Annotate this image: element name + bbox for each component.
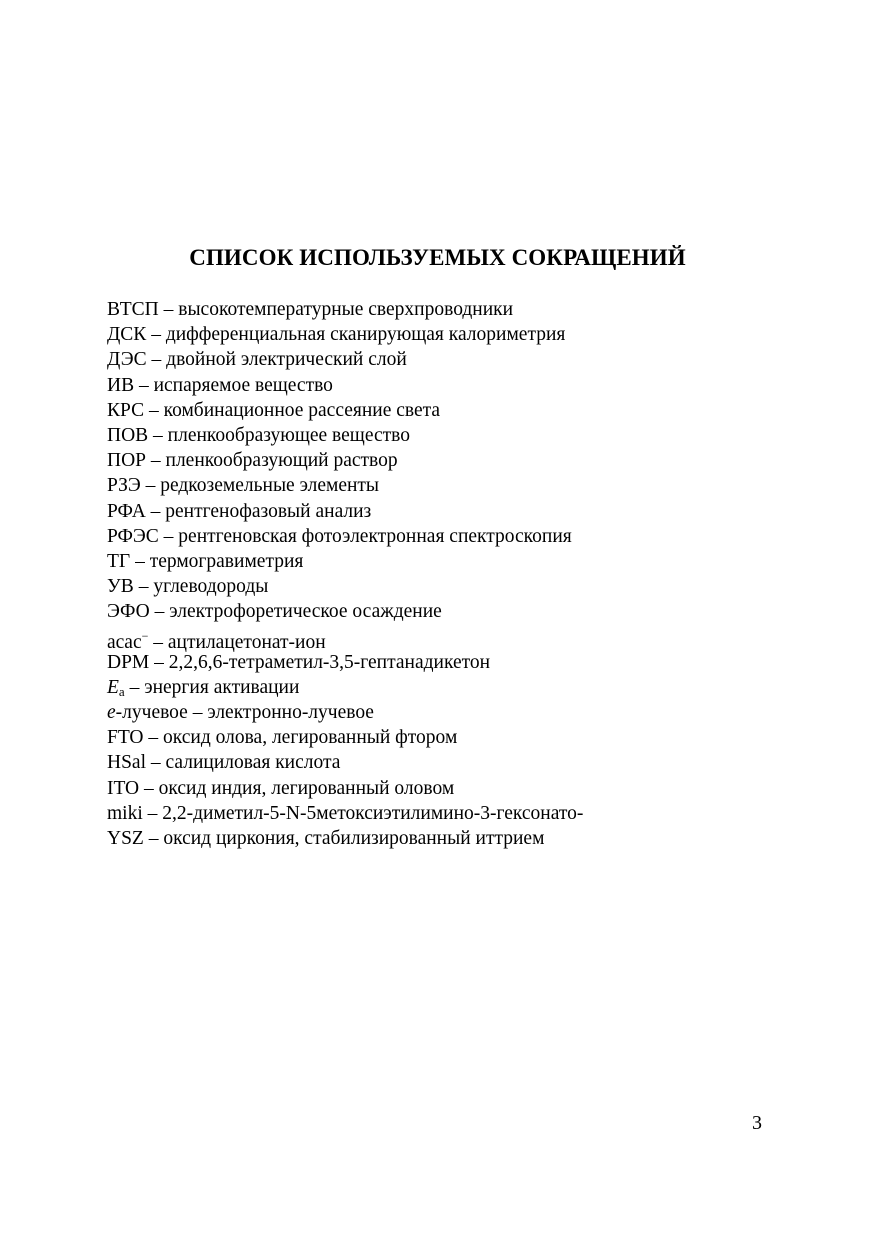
dash: –	[124, 676, 145, 698]
abbreviation-term: ДСК	[107, 324, 147, 346]
list-item	[107, 398, 807, 423]
dash: –	[158, 525, 179, 547]
dash: –	[158, 299, 179, 320]
abbreviation-definition: электронно-лучевое	[207, 702, 374, 723]
abbreviation-definition: оксид олова, легированный фтором	[163, 727, 458, 749]
list-item	[107, 549, 807, 574]
list-item	[107, 750, 807, 775]
term-rest: -лучевое	[115, 702, 188, 723]
abbreviation-term: РЗЭ	[107, 475, 141, 497]
list-item	[107, 297, 807, 322]
list-item	[107, 473, 807, 498]
abbreviation-term: ПОР	[107, 450, 147, 472]
abbreviation-definition: испаряемое вещество	[153, 374, 333, 396]
abbreviation-definition: высокотемпературные сверхпроводники	[178, 299, 514, 320]
abbreviation-definition: 2,2-диметил-5-N-5метоксиэтилимино-3-гексонато-	[162, 802, 584, 824]
list-item	[107, 624, 807, 654]
list-item	[107, 700, 807, 725]
abbreviation-term: HSal	[107, 752, 146, 774]
dash: –	[139, 777, 159, 799]
dash: –	[149, 601, 170, 623]
abbreviation-definition: комбинационное рассеяние света	[163, 399, 441, 421]
abbreviation-definition: оксид индия, легированный оловом	[158, 777, 455, 799]
dash: –	[143, 827, 164, 849]
abbreviation-definition: оксид циркония, стабилизированный иттрием	[163, 827, 545, 849]
list-item	[107, 574, 807, 599]
list-item	[107, 826, 807, 851]
dash: –	[145, 500, 166, 522]
list-item	[107, 499, 807, 524]
term-subscript: a	[118, 683, 125, 699]
abbreviation-definition: редкоземельные элементы	[160, 475, 380, 497]
abbreviation-term: ITO	[107, 777, 140, 799]
abbreviation-definition: салициловая кислота	[165, 752, 341, 774]
abbreviation-definition: пленкообразующий раствор	[165, 450, 398, 472]
abbreviation-term: ВТСП	[107, 299, 159, 320]
abbreviation-term: DPM	[107, 651, 150, 673]
abbreviation-definition: углеводороды	[153, 576, 269, 598]
dash: –	[143, 727, 163, 749]
term-superscript: −	[141, 629, 149, 644]
list-item	[107, 448, 807, 473]
dash: –	[146, 324, 166, 346]
dash: –	[144, 399, 164, 421]
dash: –	[146, 752, 166, 774]
dash: –	[148, 632, 168, 654]
abbreviation-term: ПОВ	[107, 424, 149, 446]
dash: –	[146, 349, 167, 371]
dash: –	[149, 651, 169, 673]
abbreviation-definition: дифференциальная сканирующая калориметрия	[165, 324, 566, 346]
dash: –	[142, 802, 163, 824]
abbreviation-term: ИВ	[107, 374, 135, 396]
list-item	[107, 801, 807, 826]
abbreviation-definition: 2,2,6,6-тетраметил-3,5-гептанадикетон	[168, 651, 491, 673]
abbreviation-definition: рентгенофазовый анализ	[165, 500, 372, 522]
dash: –	[130, 550, 150, 572]
list-item	[107, 347, 807, 372]
abbreviation-definition: электрофоретическое осаждение	[169, 601, 442, 623]
list-item	[107, 599, 807, 624]
abbreviation-term: ДЭС	[107, 349, 147, 371]
list-item	[107, 675, 807, 700]
list-item	[107, 322, 807, 347]
abbreviation-definition: двойной электрический слой	[166, 349, 407, 371]
abbreviation-term	[107, 677, 125, 698]
abbreviation-definition: ацтилацетонат-ион	[167, 632, 326, 654]
term-italic: E	[107, 676, 119, 698]
list-item	[107, 373, 807, 398]
abbreviation-definition: пленкообразующее вещество	[167, 424, 410, 446]
abbreviation-definition: энергия активации	[144, 676, 300, 698]
page-title: СПИСОК ИСПОЛЬЗУЕМЫХ СОКРАЩЕНИЙ	[189, 245, 686, 270]
abbreviation-term: ЭФО	[107, 601, 150, 623]
abbreviation-term: РФА	[107, 500, 146, 522]
dash: –	[134, 374, 154, 396]
list-item	[107, 725, 807, 750]
abbreviation-term: YSZ	[107, 827, 144, 849]
abbreviation-definition: рентгеновская фотоэлектронная спектроскопия	[178, 525, 572, 547]
dash: –	[148, 424, 168, 446]
dash: –	[187, 702, 208, 723]
abbreviation-term	[107, 702, 188, 723]
list-item	[107, 423, 807, 448]
abbreviation-list	[107, 297, 807, 851]
term-base: acac	[107, 632, 142, 654]
term-italic: e	[107, 702, 116, 723]
dash: –	[140, 475, 161, 497]
dash: –	[133, 576, 154, 598]
abbreviation-term: ТГ	[107, 550, 131, 572]
dash: –	[146, 450, 166, 472]
list-item	[107, 776, 807, 801]
abbreviation-term: miki	[107, 802, 143, 824]
abbreviation-term: КРС	[107, 399, 145, 421]
list-item	[107, 524, 807, 549]
abbreviation-term: FTO	[107, 727, 144, 749]
list-item	[107, 650, 807, 675]
abbreviation-definition: термогравиметрия	[149, 550, 304, 572]
abbreviation-term: РФЭС	[107, 525, 159, 547]
abbreviation-term: УВ	[107, 576, 134, 598]
page-number: 3	[752, 1112, 762, 1134]
